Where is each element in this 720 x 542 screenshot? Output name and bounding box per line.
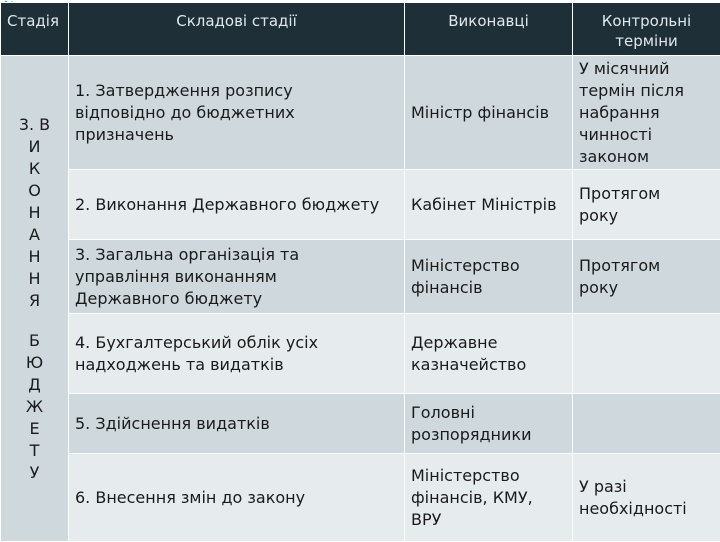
deadline xyxy=(573,394,720,454)
executor xyxy=(405,56,573,170)
table-row xyxy=(1,314,720,394)
executor xyxy=(405,240,573,314)
stage-component xyxy=(69,454,405,542)
executor xyxy=(405,454,573,542)
deadline-line: У разі xyxy=(579,477,627,496)
deadline-line: року xyxy=(579,278,618,297)
stage-component xyxy=(69,314,405,394)
executor xyxy=(405,170,573,240)
stage-letter: Н xyxy=(7,202,62,224)
header-deadlines-line1: Контрольні xyxy=(602,12,691,30)
deadline xyxy=(573,170,720,240)
deadline-line: законом xyxy=(579,147,649,166)
header-stage: Стадія xyxy=(1,3,69,56)
stage-letter: О xyxy=(7,180,62,202)
table-row xyxy=(1,394,720,454)
stage-component-line: 2. Виконання Державного бюджету xyxy=(75,195,379,214)
stage-component-line: 4. Бухгалтерський облік усіх xyxy=(75,333,318,352)
executor-line: Міністерство xyxy=(411,466,520,485)
deadline xyxy=(573,56,720,170)
executor-line: Кабінет Міністрів xyxy=(411,195,557,214)
header-deadlines-line2: терміни xyxy=(615,32,678,50)
stage-letter: Ж xyxy=(7,396,62,418)
stage-letter: Н xyxy=(7,268,62,290)
table-header-row xyxy=(1,3,720,56)
executor xyxy=(405,394,573,454)
deadline-line: набрання xyxy=(579,103,660,122)
stage-component xyxy=(69,56,405,170)
budget-stage-table xyxy=(0,2,720,542)
executor-line: Головні xyxy=(411,403,475,422)
table-row xyxy=(1,56,720,170)
header-executors: Виконавці xyxy=(405,3,573,56)
stage-letter: Ю xyxy=(7,352,62,374)
deadline xyxy=(573,314,720,394)
stage-letter: Т xyxy=(7,440,62,462)
deadline xyxy=(573,240,720,314)
stage-component-line: управління виконанням xyxy=(75,267,277,286)
stage-component xyxy=(69,170,405,240)
executor xyxy=(405,314,573,394)
stage-letter: Б xyxy=(7,330,62,352)
deadline-line: Протягом xyxy=(579,184,660,203)
deadline-line: Протягом xyxy=(579,256,660,275)
executor-line: фінансів xyxy=(411,278,483,297)
stage-letter: У xyxy=(7,462,62,484)
stage-component-line: Державного бюджету xyxy=(75,289,262,308)
stage-letter: Я xyxy=(7,290,62,312)
stage-letter: Н xyxy=(7,246,62,268)
table-row xyxy=(1,454,720,542)
stage-component xyxy=(69,394,405,454)
stage-component-line: призначень xyxy=(75,125,174,144)
executor-line: розпорядники xyxy=(411,425,531,444)
stage-component xyxy=(69,240,405,314)
deadline-line: року xyxy=(579,206,618,225)
stage-letter: К xyxy=(7,158,62,180)
stage-letter: А xyxy=(7,224,62,246)
stage-letter: Е xyxy=(7,418,62,440)
executor-line: Державне xyxy=(411,333,497,352)
stage-component-line: відповідно до бюджетних xyxy=(75,103,295,122)
executor-line: казначейство xyxy=(411,355,526,374)
stage-component-line: 1. Затвердження розпису xyxy=(75,81,293,100)
executor-line: ВРУ xyxy=(411,510,441,529)
stage-component-line: надходжень та видатків xyxy=(75,355,284,374)
stage-vertical-text xyxy=(7,114,62,484)
deadline-line: чинності xyxy=(579,125,652,144)
header-components: Складові стадії xyxy=(69,3,405,56)
executor-line: Міністр фінансів xyxy=(411,103,549,122)
stage-component-line: 5. Здійснення видатків xyxy=(75,414,270,433)
deadline-line: У місячний xyxy=(579,59,669,78)
stage-component-line: 3. Загальна організація та xyxy=(75,245,299,264)
stage-letter: И xyxy=(7,136,62,158)
stage-letter: Д xyxy=(7,374,62,396)
deadline-line: необхідності xyxy=(579,499,687,518)
executor-line: фінансів, КМУ, xyxy=(411,488,533,507)
stage-number: 3. В xyxy=(7,114,62,136)
table-row xyxy=(1,240,720,314)
header-deadlines xyxy=(573,3,720,56)
executor-line: Міністерство xyxy=(411,256,520,275)
deadline xyxy=(573,454,720,542)
table-row xyxy=(1,170,720,240)
stage-component-line: 6. Внесення змін до закону xyxy=(75,488,305,507)
stage-cell xyxy=(1,56,69,542)
deadline-line: термін після xyxy=(579,81,684,100)
